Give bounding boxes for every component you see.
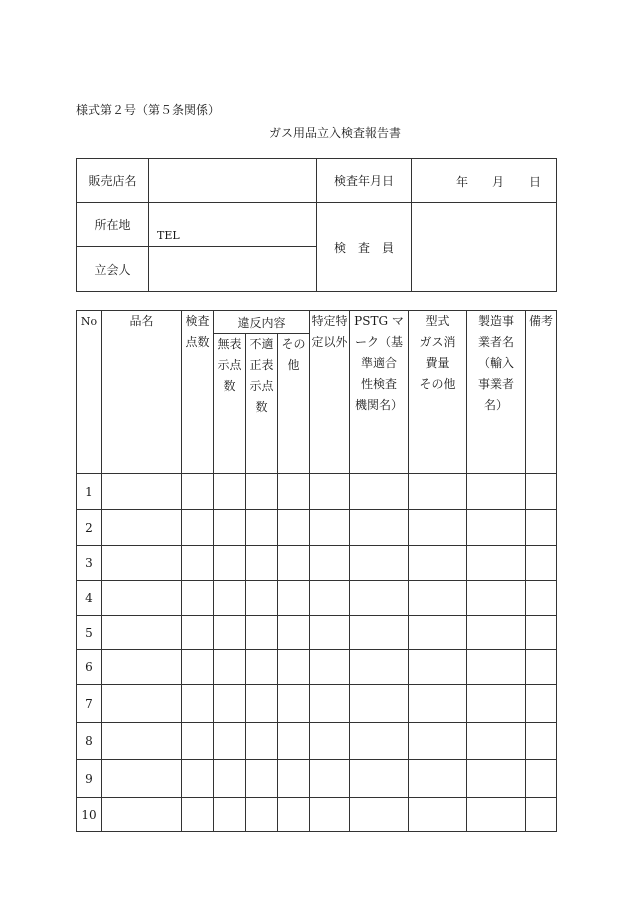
form-number-label: 様式第２号（第５条関係） <box>76 103 221 117</box>
table-cell[interactable] <box>409 650 467 685</box>
table-cell[interactable] <box>214 723 246 760</box>
row-number: 6 <box>77 650 102 685</box>
table-cell[interactable] <box>102 650 182 685</box>
table-cell[interactable] <box>409 685 467 723</box>
table-cell[interactable] <box>182 685 214 723</box>
table-cell[interactable] <box>310 616 350 650</box>
inspection-date-field[interactable] <box>412 159 557 203</box>
table-cell[interactable] <box>467 474 526 510</box>
table-cell[interactable] <box>214 650 246 685</box>
date-month-label: 月 <box>492 174 505 189</box>
inspector-field[interactable] <box>412 203 557 292</box>
table-row <box>77 760 557 798</box>
col-specific-header: 特定特定以外 <box>310 311 350 474</box>
table-cell[interactable] <box>214 474 246 510</box>
table-cell[interactable] <box>310 798 350 832</box>
table-cell[interactable] <box>467 581 526 616</box>
witness-label: 立会人 <box>77 247 149 292</box>
table-cell[interactable] <box>246 723 278 760</box>
table-cell[interactable] <box>350 798 409 832</box>
table-cell[interactable] <box>278 650 310 685</box>
witness-field[interactable] <box>149 247 317 292</box>
pstg-line-2: ーク（基 <box>355 335 404 349</box>
table-cell[interactable] <box>246 760 278 798</box>
table-cell[interactable] <box>310 685 350 723</box>
col-remarks-header: 備考 <box>526 311 557 474</box>
location-label: 所在地 <box>77 203 149 247</box>
table-cell[interactable] <box>102 798 182 832</box>
table-cell[interactable] <box>467 798 526 832</box>
table-cell[interactable] <box>278 510 310 546</box>
col-no-label-header: 無表示点数 <box>214 334 246 474</box>
col-other-header: その他 <box>278 334 310 474</box>
table-cell[interactable] <box>278 760 310 798</box>
table-cell[interactable] <box>102 685 182 723</box>
table-cell[interactable] <box>409 546 467 581</box>
table-cell[interactable] <box>526 510 557 546</box>
pstg-line-5: 機関名） <box>355 398 404 412</box>
table-cell[interactable] <box>467 650 526 685</box>
col-improper-label-header: 不適正表示点数 <box>246 334 278 474</box>
table-cell[interactable] <box>467 616 526 650</box>
col-violation-header: 違反内容 <box>214 311 310 334</box>
table-cell[interactable] <box>246 685 278 723</box>
table-cell[interactable] <box>350 650 409 685</box>
table-cell[interactable] <box>246 546 278 581</box>
maker-line-2: 業者名 <box>478 335 515 349</box>
store-name-label: 販売店名 <box>77 159 149 203</box>
inspection-table <box>76 310 557 832</box>
table-cell[interactable] <box>310 546 350 581</box>
table-cell[interactable] <box>310 760 350 798</box>
table-cell[interactable] <box>182 723 214 760</box>
table-cell[interactable] <box>182 616 214 650</box>
table-cell[interactable] <box>310 723 350 760</box>
table-cell[interactable] <box>182 760 214 798</box>
table-cell[interactable] <box>467 685 526 723</box>
table-cell[interactable] <box>182 650 214 685</box>
table-cell[interactable] <box>246 581 278 616</box>
row-number: 4 <box>77 581 102 616</box>
row-number: 1 <box>77 474 102 510</box>
table-cell[interactable] <box>214 616 246 650</box>
model-line-2: ガス消 <box>419 335 456 349</box>
table-cell[interactable] <box>182 474 214 510</box>
table-cell[interactable] <box>350 760 409 798</box>
table-cell[interactable] <box>409 723 467 760</box>
table-row <box>77 616 557 650</box>
table-cell[interactable] <box>278 616 310 650</box>
row-number: 9 <box>77 760 102 798</box>
table-cell[interactable] <box>102 760 182 798</box>
table-cell[interactable] <box>350 546 409 581</box>
table-row <box>77 685 557 723</box>
date-year-label: 年 <box>456 174 469 189</box>
table-cell[interactable] <box>214 760 246 798</box>
pstg-line-4: 性検査 <box>361 377 398 391</box>
table-cell[interactable] <box>278 723 310 760</box>
col-product-name-header: 品名 <box>102 311 182 474</box>
table-cell[interactable] <box>214 798 246 832</box>
pstg-line-1: PSTG マ <box>354 314 404 328</box>
row-number: 2 <box>77 510 102 546</box>
document-title: ガス用品立入検査報告書 <box>268 126 401 140</box>
table-cell[interactable] <box>246 474 278 510</box>
table-cell[interactable] <box>278 798 310 832</box>
table-row <box>77 650 557 685</box>
table-cell[interactable] <box>246 510 278 546</box>
table-cell[interactable] <box>467 546 526 581</box>
table-cell[interactable] <box>310 581 350 616</box>
table-cell[interactable] <box>182 510 214 546</box>
table-cell[interactable] <box>278 546 310 581</box>
table-cell[interactable] <box>310 474 350 510</box>
table-cell[interactable] <box>526 581 557 616</box>
col-maker-header <box>467 311 526 474</box>
table-cell[interactable] <box>310 650 350 685</box>
row-number: 7 <box>77 685 102 723</box>
pstg-line-3: 準適合 <box>361 356 398 370</box>
table-cell[interactable] <box>350 723 409 760</box>
row-number: 10 <box>77 798 102 832</box>
table-cell[interactable] <box>214 685 246 723</box>
table-cell[interactable] <box>526 798 557 832</box>
inspector-label: 検 査 員 <box>317 203 412 292</box>
header-table <box>76 158 557 292</box>
table-cell[interactable] <box>278 474 310 510</box>
table-cell[interactable] <box>246 616 278 650</box>
table-cell[interactable] <box>526 474 557 510</box>
table-cell[interactable] <box>246 650 278 685</box>
store-name-field[interactable] <box>149 159 317 203</box>
table-cell[interactable] <box>409 474 467 510</box>
table-cell[interactable] <box>182 581 214 616</box>
table-cell[interactable] <box>102 723 182 760</box>
table-cell[interactable] <box>467 723 526 760</box>
table-cell[interactable] <box>526 616 557 650</box>
table-cell[interactable] <box>214 510 246 546</box>
maker-line-1: 製造事 <box>478 314 515 328</box>
table-cell[interactable] <box>102 510 182 546</box>
table-cell[interactable] <box>350 685 409 723</box>
model-line-4: その他 <box>419 377 456 391</box>
maker-line-4: 事業者 <box>478 377 515 391</box>
table-row <box>77 798 557 832</box>
table-cell[interactable] <box>350 510 409 546</box>
inspection-date-label: 検査年月日 <box>317 159 412 203</box>
table-row <box>77 723 557 760</box>
table-cell[interactable] <box>102 581 182 616</box>
table-cell[interactable] <box>409 798 467 832</box>
table-cell[interactable] <box>310 510 350 546</box>
col-inspected-count-header: 検査点数 <box>182 311 214 474</box>
table-cell[interactable] <box>182 798 214 832</box>
table-cell[interactable] <box>278 581 310 616</box>
table-cell[interactable] <box>246 798 278 832</box>
table-cell[interactable] <box>102 616 182 650</box>
col-model-header <box>409 311 467 474</box>
table-cell[interactable] <box>409 760 467 798</box>
table-cell[interactable] <box>409 581 467 616</box>
table-cell[interactable] <box>102 546 182 581</box>
location-field[interactable] <box>149 203 317 247</box>
table-cell[interactable] <box>526 723 557 760</box>
table-cell[interactable] <box>278 685 310 723</box>
col-no-header: No <box>77 311 102 474</box>
row-number: 5 <box>77 616 102 650</box>
maker-line-5: 名） <box>484 398 509 412</box>
model-line-3: 費量 <box>425 356 450 370</box>
table-cell[interactable] <box>526 760 557 798</box>
table-row <box>77 581 557 616</box>
model-line-1: 型式 <box>425 314 450 328</box>
table-cell[interactable] <box>526 685 557 723</box>
table-row <box>77 546 557 581</box>
table-cell[interactable] <box>350 581 409 616</box>
table-cell[interactable] <box>409 510 467 546</box>
maker-line-3: （輸入 <box>478 356 515 370</box>
table-cell[interactable] <box>350 616 409 650</box>
table-cell[interactable] <box>526 546 557 581</box>
row-number: 3 <box>77 546 102 581</box>
table-cell[interactable] <box>526 650 557 685</box>
table-cell[interactable] <box>467 510 526 546</box>
table-cell[interactable] <box>467 760 526 798</box>
table-row <box>77 474 557 510</box>
date-day-label: 日 <box>529 174 542 189</box>
table-cell[interactable] <box>214 546 246 581</box>
table-cell[interactable] <box>350 474 409 510</box>
tel-label: TEL <box>157 229 180 242</box>
table-cell[interactable] <box>102 474 182 510</box>
table-cell[interactable] <box>214 581 246 616</box>
col-pstg-header <box>350 311 409 474</box>
table-cell[interactable] <box>409 616 467 650</box>
row-number: 8 <box>77 723 102 760</box>
table-row <box>77 510 557 546</box>
table-cell[interactable] <box>182 546 214 581</box>
